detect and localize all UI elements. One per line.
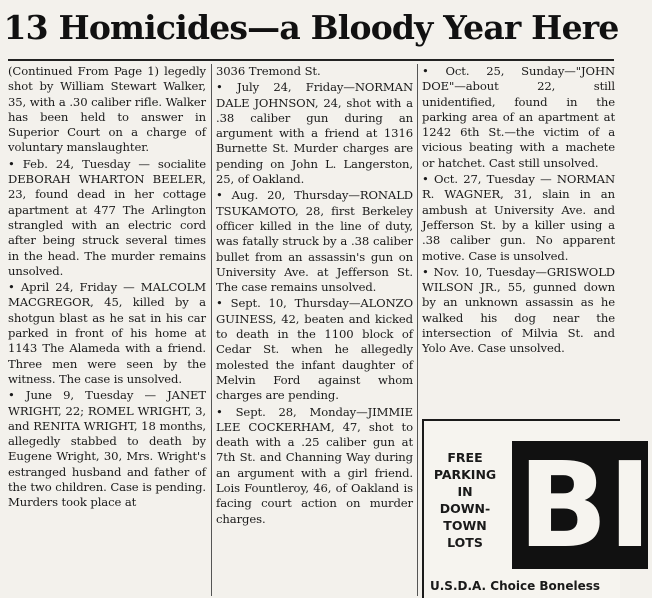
- paragraph: • June 9, Tuesday — JANET WRIGHT, 22; ROMEL WRIGHT, 3, and RENITA WRIGHT, 18 months, allegedly stabbed to death by Eugene Wright, 30, Mrs. Wright's estranged husband and father of the two children. Case is pending. Murders took place at: [8, 388, 206, 510]
- paragraph: 3036 Tremond St.: [216, 64, 321, 78]
- ad-parking-line: FREE: [447, 450, 483, 465]
- advertisement: [422, 419, 652, 598]
- paragraph: • Nov. 10, Tuesday—GRISWOLD WILSON JR., 55, gunned down by an unknown assassin as he walked his dog near the intersection of Milvia St. and Yolo Ave. Case unsolved.: [422, 264, 615, 356]
- article-column-2: [216, 64, 413, 596]
- paragraph: • Feb. 24, Tuesday — socialite DEBORAH WHARTON BEELER, 23, found dead in her cottage apartment at 477 The Arlington strangled with an electric cord after being struck several times in the head. The murder remains unsolved.: [8, 156, 206, 278]
- ad-parking-line: PARKING: [433, 467, 497, 482]
- column-divider-2: [417, 64, 418, 596]
- ad-parking-line: IN: [457, 484, 473, 499]
- ad-free-parking: [428, 449, 502, 551]
- column-divider-1: [211, 64, 212, 596]
- paragraph: • April 24, Friday — MALCOLM MACGREGOR, 45, killed by a shotgun blast as he sat in his car parked in front of his home at 1143 The Alameda with a friend. Three men were seen by the witness. The case is unsolved.: [8, 280, 206, 386]
- paragraph: • Oct. 27, Tuesday — NORMAN R. WAGNER, 31, slain in an ambush at University Ave. and Jefferson St. by a killer using a .38 caliber gun. No apparent motive. Case is unsolved.: [422, 172, 615, 263]
- paragraph: • Oct. 25, Sunday—"JOHN DOE"—about 22, still unidentified, found in the parking area of an apartment at 1242 6th St.—the victim of a vicious beating with a machete or hatchet. Cast still unsolved.: [422, 64, 615, 170]
- article-column-3: [422, 64, 615, 410]
- headline: 13 Homicides—a Bloody Year Here: [3, 8, 619, 47]
- ad-big-lettering: BI: [512, 441, 648, 569]
- ad-choice-text: U.S.D.A. Choice Boneless: [430, 579, 601, 593]
- article-column-1: [8, 64, 206, 596]
- ad-parking-line: LOTS: [447, 535, 483, 550]
- paragraph: • Aug. 20, Thursday—RONALD TSUKAMOTO, 28, first Berkeley officer killed in the line of duty, was fatally struck by a .38 caliber bullet from an assassin's gun on University Ave. at Jefferson St. The case remains unsolved.: [216, 188, 413, 295]
- headline-rule: [8, 59, 614, 61]
- paragraph: • Sept. 28, Monday—JIMMIE LEE COCKERHAM, 47, shot to death with a .25 caliber gun at 7th St. and Channing Way during an argument with a girl friend. Lois Fountleroy, 46, of Oakland is facing court action on murder charges.: [216, 404, 413, 526]
- paragraph: • Sept. 10, Thursday—ALONZO GUINESS, 42, beaten and kicked to death in the 1100 block of Cedar St. when he allegedly molested the infant daughter of Melvin Ford against whom charges are pending.: [216, 296, 413, 403]
- ad-parking-line: DOWN-: [439, 501, 491, 516]
- ad-parking-line: TOWN: [443, 518, 487, 533]
- paragraph: • July 24, Friday—NORMAN DALE JOHNSON, 24, shot with a .38 caliber gun during an argument with a friend at 1316 Burnette St. Murder charges are pending on John L. Langerston, 25, of Oakland.: [216, 80, 413, 187]
- paragraph: (Continued From Page 1) legedly shot by William Stewart Walker, 35, with a .30 caliber rifle. Walker has been held to answer in Superior Court on a charge of voluntary manslaughter.: [8, 64, 206, 155]
